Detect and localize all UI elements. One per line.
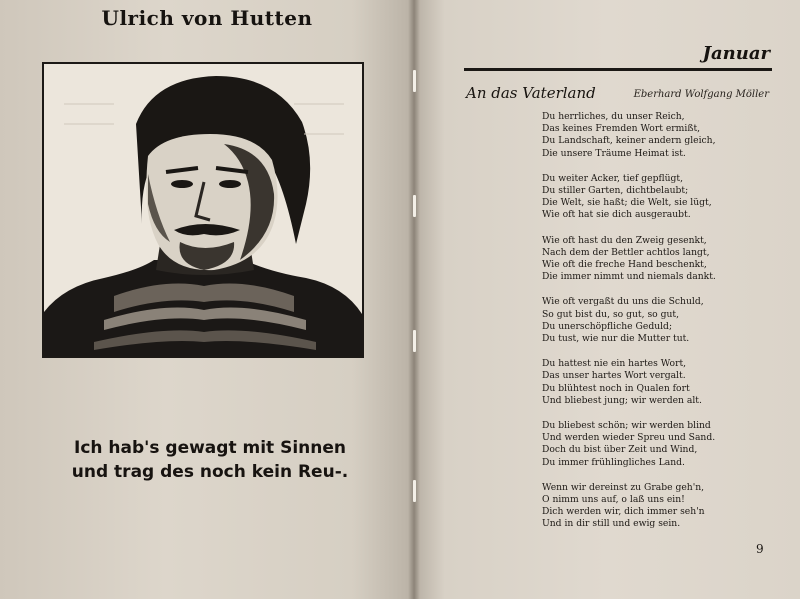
verse-line: Du immer frühlingliches Land. (542, 456, 685, 468)
verse-line: Die immer nimmt und niemals dankt. (542, 271, 716, 283)
verse-line: Das unser hartes Wort vergalt. (542, 370, 686, 382)
left-page-title: Ulrich von Hutten (101, 6, 313, 30)
verse-line: Die unsere Träume Heimat ist. (542, 147, 686, 159)
binding-stitch (413, 480, 416, 502)
page-number: 9 (756, 542, 764, 556)
verse-line: Und bliebest jung; wir werden alt. (542, 394, 702, 406)
stanza (542, 296, 782, 345)
verse-line: Das keines Fremden Wort ermißt, (542, 123, 701, 135)
verse-line: Du hattest nie ein hartes Wort, (542, 358, 687, 370)
verse-line: Wie oft vergaßt du uns die Schuld, (542, 296, 704, 308)
portrait-illustration (44, 64, 362, 356)
binding-stitch (413, 70, 416, 92)
verse-line: Du weiter Acker, tief gepflügt, (542, 172, 684, 184)
verse-line: Wie oft hast du den Zweig gesenkt, (542, 234, 707, 246)
stanza (542, 420, 782, 469)
header-rule (464, 68, 772, 71)
verse-line: Du blühtest noch in Qualen fort (542, 382, 690, 394)
stanza (542, 358, 782, 407)
verse-line: Nach dem der Bettler achtlos langt, (542, 246, 710, 258)
motto-line: Ich hab's gewagt mit Sinnen (74, 438, 346, 458)
verse-line: Und in dir still und ewig sein. (542, 518, 681, 530)
verse-line: Du tust, wie nur die Mutter tut. (542, 333, 690, 345)
verse-line: Wie oft hat sie dich ausgeraubt. (542, 209, 691, 221)
stanza (542, 482, 782, 531)
month-heading: Januar (702, 43, 770, 64)
verse-line: Du unerschöpfliche Geduld; (542, 320, 673, 332)
stanza (542, 173, 782, 222)
verse-line: O nimm uns auf, o laß uns ein! (542, 494, 685, 506)
motto-line: und trag des noch kein Reu-. (71, 462, 349, 482)
verse-line: Dich werden wir, dich immer seh'n (542, 506, 705, 518)
verse-line: Du bliebest schön; wir werden blind (542, 420, 711, 432)
verse-line: Du stiller Garten, dichtbelaubt; (542, 185, 689, 197)
poem-title: An das Vaterland (466, 84, 596, 102)
stanza (542, 111, 782, 160)
stanza (542, 235, 782, 284)
verse-line: So gut bist du, so gut, so gut, (542, 308, 680, 320)
poem-body (542, 111, 782, 544)
verse-line: Du Landschaft, keiner andern gleich, (542, 135, 716, 147)
verse-line: Doch du bist über Zeit und Wind, (542, 444, 698, 456)
binding-stitch (413, 330, 416, 352)
woodcut-portrait (42, 62, 364, 358)
motto-text (60, 436, 360, 484)
binding-stitch (413, 195, 416, 217)
verse-line: Wie oft die freche Hand beschenkt, (542, 259, 707, 271)
verse-line: Die Welt, sie haßt; die Welt, sie lügt, (542, 197, 712, 209)
verse-line: Und werden wieder Spreu und Sand. (542, 432, 716, 444)
verse-line: Du herrliches, du unser Reich, (542, 111, 685, 122)
poem-author: Eberhard Wolfgang Möller (633, 89, 769, 100)
verse-line: Wenn wir dereinst zu Grabe geh'n, (542, 481, 705, 493)
